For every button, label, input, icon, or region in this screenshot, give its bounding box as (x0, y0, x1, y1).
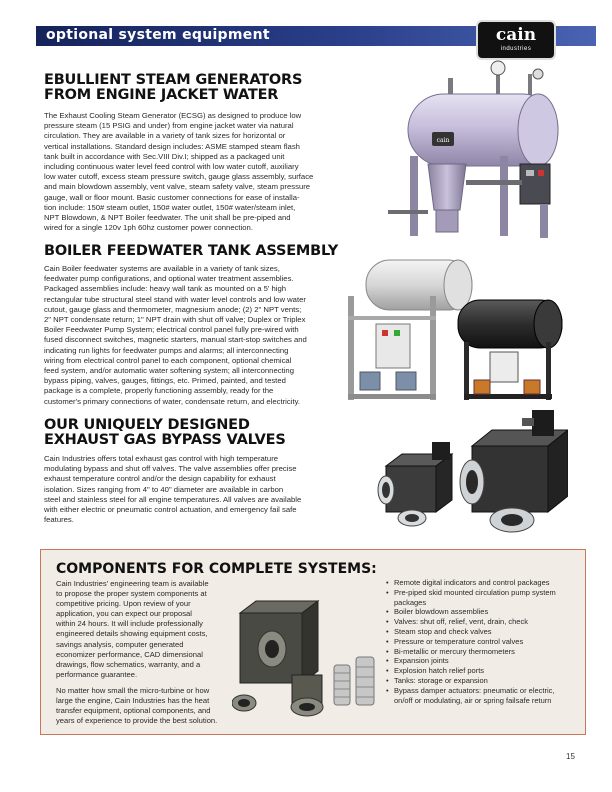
feedwater-description (44, 264, 384, 407)
heading-line: FROM ENGINE JACKET WATER (44, 87, 279, 103)
components-image (232, 595, 382, 727)
list-item: • Expansion joints (386, 656, 566, 666)
list-item: • Tanks: storage or expansion (386, 676, 566, 686)
text-line: years of experience to provide the best solution. (56, 716, 218, 726)
list-item: • Steam stop and check valves (386, 627, 566, 637)
svg-text:cain: cain (436, 137, 450, 144)
list-item: • Bypass damper actuators: pneumatic or electric, on/off or modulating, air or spring failsafe return (386, 686, 566, 706)
text-line: engineered details showing equipment costs, (56, 629, 208, 639)
text-line: wired for a single 120v 1ph 60hz customer power connection. (44, 223, 253, 233)
text-line: competitive pricing. Upon review of your (56, 599, 191, 609)
text-line: isolation. Sizes ranging from 4" to 40" diameter are available in carbon (44, 484, 284, 494)
text-line: No matter how small the micro-turbine or how (56, 686, 210, 695)
text-line: Boiler Feedwater Pump System; electrical control panel fully pre-wired with (44, 325, 299, 335)
steam-generator-image (388, 60, 574, 256)
list-item: • Boiler blowdown assemblies (386, 607, 566, 617)
text-line: features. (44, 515, 74, 525)
text-line: vertical installations. Standard design includes: ASME stamped steam flash (44, 141, 300, 151)
text-line: Packaged assemblies include: heavy wall tank as mounted on a 5' high (44, 284, 287, 294)
text-line: savings analysis, computer generated (56, 639, 184, 649)
text-line: rectangular tube structural steel stand with water level controls and low water (44, 294, 306, 304)
text-line: Cain Boiler feedwater systems are available in a variety of tank sizes, (44, 264, 280, 273)
text-line: economizer performance, CAD dimensional (56, 649, 203, 659)
feedwater-tank-image (340, 256, 568, 404)
text-line: indicating run lights for feedwater pumps and alarms; all interconnecting (44, 345, 289, 355)
section-heading-bypass-valves (44, 418, 286, 448)
text-line: Cain Industries' engineering team is available (56, 579, 209, 588)
text-line: low water cutoff, excess steam pressure switch, gauge glass assembly, surface (44, 172, 314, 182)
text-line: package is a complete, properly functioning assembly, ready for the (44, 386, 274, 396)
page-number: 15 (566, 752, 575, 761)
bypass-valves-image (372, 406, 568, 542)
text-line: transfer equipment, optional components, and (56, 706, 211, 716)
text-line: including continuous water level feed control with low water cutoff, auxiliary (44, 162, 299, 172)
logo-sub: industries (500, 46, 532, 52)
text-line: steel and stainless steel for all engine temperatures. All valves are available (44, 494, 302, 504)
list-item: • Bi-metallic or mercury thermometers (386, 647, 566, 657)
components-list (386, 578, 566, 705)
text-line: The Exhaust Cooling Steam Generator (ECSG) as designed to produce low (44, 111, 302, 120)
heading-line: OUR UNIQUELY DESIGNED (44, 417, 250, 433)
text-line: wiring from electrical control panel to each component, optional chemical (44, 355, 292, 365)
heading-line: EXHAUST GAS BYPASS VALVES (44, 432, 286, 448)
text-line: Cain Industries offers total exhaust gas control with high temperature (44, 454, 279, 463)
cain-logo (476, 20, 556, 60)
text-line: application, you can expect our proposal (56, 609, 192, 619)
section-heading-feedwater: BOILER FEEDWATER TANK ASSEMBLY (44, 243, 339, 259)
heading-line: EBULLIENT STEAM GENERATORS (44, 72, 303, 88)
text-line: NPT Blowdown, & NPT Boiler feedwater. The unit shall be pre-piped and (44, 213, 291, 223)
list-item: • Valves: shut off, relief, vent, drain, check (386, 617, 566, 627)
list-item: • Remote digital indicators and control packages (386, 578, 566, 588)
text-line: pressure steam (15 PSIG and under) from engine jacket water via natural (44, 121, 294, 131)
list-item: • Pressure or temperature control valves (386, 637, 566, 647)
text-line: drawings, flow schematics, warranty, and a (56, 659, 201, 669)
text-line: feed system, and/or automatic water softening system; all interconnecting (44, 366, 294, 376)
text-line: 2" NPT condensate return; 1" NPT drain with shut off valve; Duplex or Triplex (44, 315, 306, 325)
text-line: modulating bypass and shut off valves. The valve assemblies offer precise (44, 464, 297, 474)
section-heading-steam-generators (44, 73, 302, 103)
list-item: • Explosion hatch relief ports (386, 666, 566, 676)
text-line: feedwater pump configurations, and optional water treatment assemblies. (44, 274, 294, 284)
text-line: large the engine, Cain Industries has the heat (56, 696, 210, 706)
text-line: to propose the proper system components at (56, 589, 207, 599)
components-heading: COMPONENTS FOR COMPLETE SYSTEMS: (56, 561, 377, 577)
bypass-valves-description (44, 454, 360, 525)
text-line: tion include: 150# steam outlet, 150# water outlet, 150# water/steam inlet, (44, 202, 296, 212)
list-item: • Pre-piped skid mounted circulation pump system packages (386, 588, 566, 608)
header-title: optional system equipment (46, 27, 270, 43)
text-line: circulation. They are available in a variety of tank sizes for horizontal or (44, 131, 286, 141)
text-line: fused disconnect switches, magnetic starters, manual start-stop switches and (44, 335, 307, 345)
text-line: and main blowdown assembly, vent valve, steam safety valve, steam pressure (44, 182, 311, 192)
text-line: with either electric or pneumatic control actuation, and emergency fail safe (44, 505, 297, 515)
text-line: bypass piping, valves, gauges, fittings, etc. Primed, painted, and tested (44, 376, 286, 386)
steam-generator-description (44, 111, 384, 233)
text-line: customer's primary connections of water, condensate return, and electricity. (44, 396, 300, 406)
text-line: cutout, gauge glass and thermometer, magnesium anode; (2) 2" NPT vents; (44, 304, 302, 314)
text-line: exhaust temperature control and/or the design capability for exhaust (44, 474, 276, 484)
text-line: performance guarantee. (56, 669, 138, 679)
text-line: tank built in accordance with Sec.VIII Div.I; shipped as a packaged unit (44, 151, 285, 161)
logo-word: cain (495, 25, 537, 45)
text-line: gauge, wall or floor mount. Basic customer connections for ease of installa- (44, 192, 300, 202)
text-line: within 24 hours. It will include professionally (56, 619, 203, 629)
